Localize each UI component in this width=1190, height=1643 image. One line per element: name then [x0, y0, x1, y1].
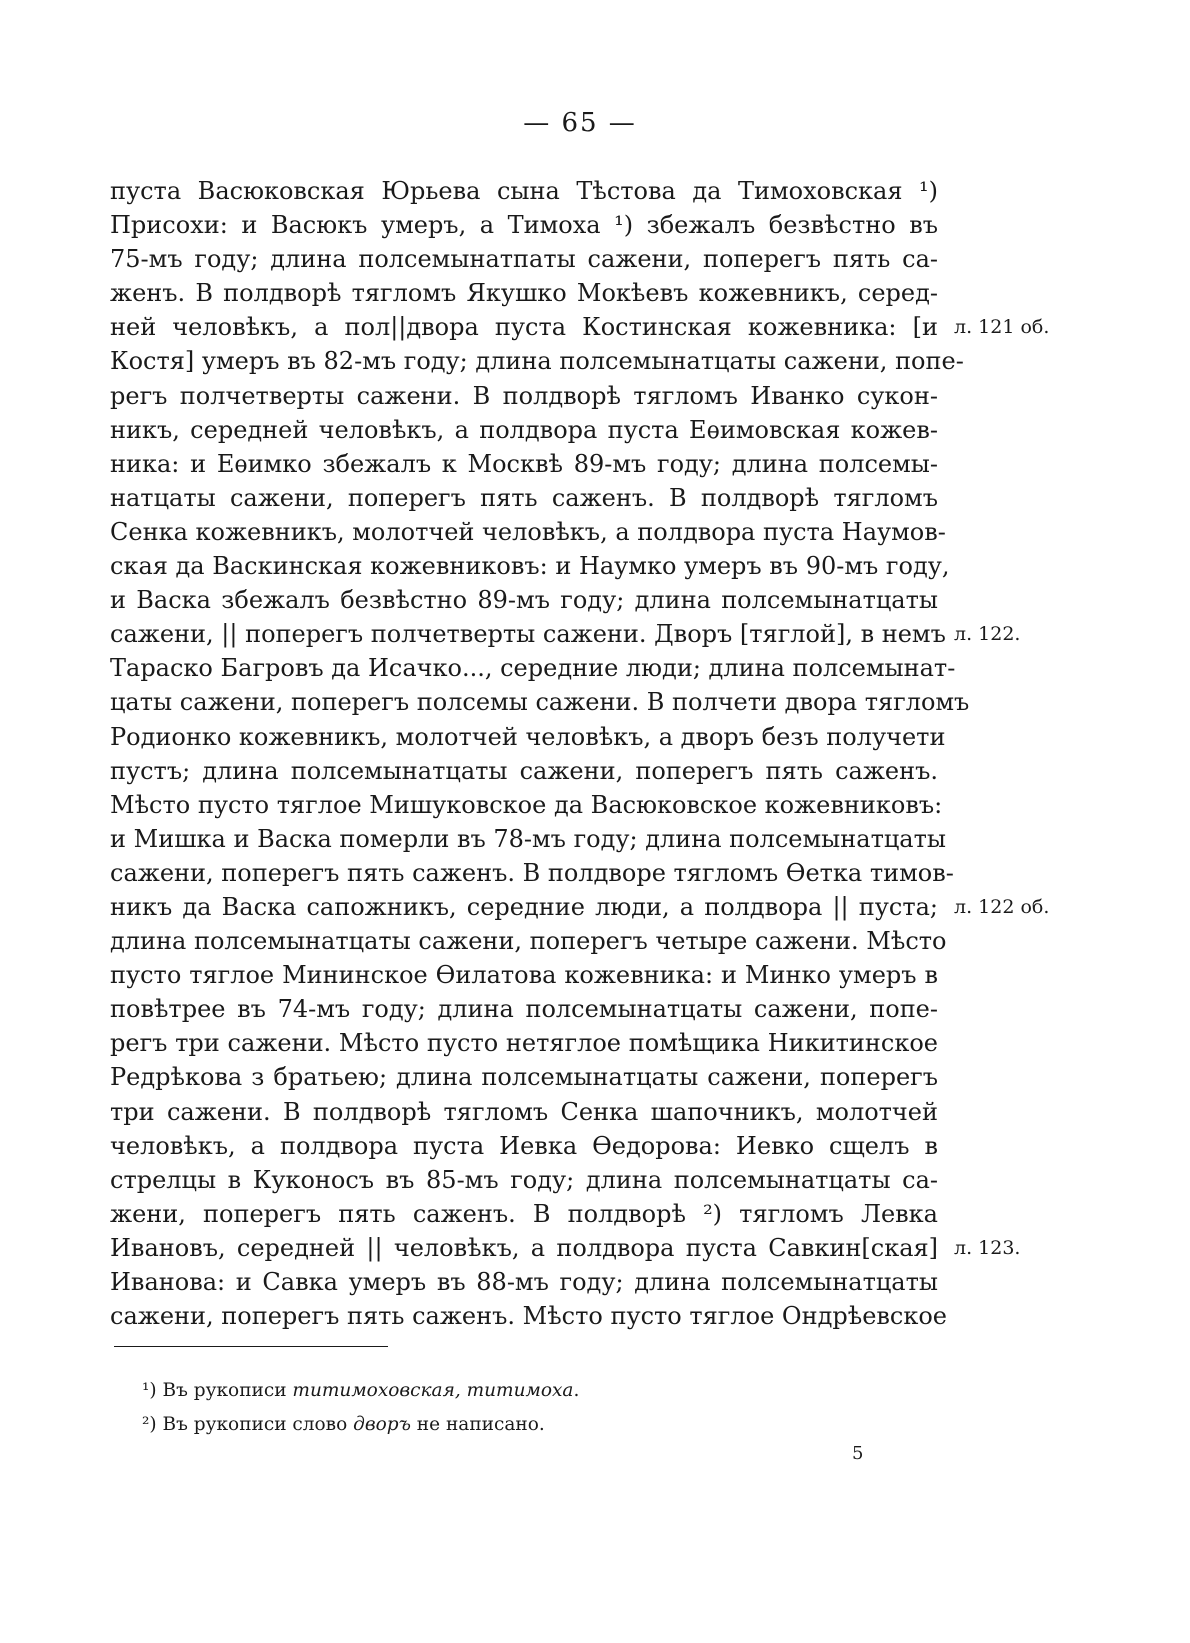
- margin-note: л. 122 об.: [954, 896, 1050, 919]
- footnote-italic: дворъ: [353, 1414, 411, 1435]
- text-line: и Васка збежалъ безвѣстно 89-мъ году; длина полсемынатцаты: [110, 586, 938, 615]
- footnote-tail: .: [573, 1380, 580, 1401]
- text-line: ника: и Еѳимко збежалъ к Москвѣ 89-мъ году; длина полсемы-: [110, 449, 938, 478]
- text-line: никъ, середней человѣкъ, а полдвора пуста Еѳимовская кожев-: [110, 415, 938, 444]
- body-text: [110, 174, 970, 1333]
- text-line: никъ да Васка сапожникъ, середние люди, а полдвора || пуста;: [110, 892, 938, 921]
- text-line: три сажени. В полдворѣ тягломъ Сенка шапочникъ, молотчей: [110, 1097, 938, 1126]
- text-line: пустъ; длина полсемынатцаты сажени, поперегъ пять саженъ.: [110, 756, 938, 785]
- footnote-lead: ¹) Въ рукописи: [142, 1380, 293, 1401]
- text-line: сажени, || поперегъ полчетверты сажени. Дворъ [тяглой], в немъ: [110, 620, 946, 649]
- margin-note: л. 121 об.: [954, 316, 1050, 339]
- text-line: регъ три сажени. Мѣсто пусто нетяглое помѣщика Никитинское: [110, 1029, 938, 1058]
- footnote: [142, 1408, 579, 1442]
- text-line: ская да Васкинская кожевниковъ: и Наумко умеръ въ 90-мъ году,: [110, 552, 950, 581]
- text-line: ней человѣкъ, а пол||двора пуста Костинская кожевника: [и: [110, 313, 938, 342]
- text-line: натцаты сажени, поперегъ пять саженъ. В полдворѣ тягломъ: [110, 483, 938, 512]
- footnote: [142, 1374, 579, 1408]
- footnotes: [142, 1374, 579, 1442]
- text-line: человѣкъ, а полдвора пуста Иевка Ѳедорова: Иевко сщелъ в: [110, 1131, 938, 1160]
- text-line: длина полсемынатцаты сажени, поперегъ четыре сажени. Мѣсто: [110, 927, 947, 956]
- text-line: Присохи: и Васюкъ умеръ, а Тимоха ¹) збежалъ безвѣстно въ: [110, 211, 938, 240]
- margin-note: л. 123.: [954, 1237, 1021, 1260]
- page-number: — 65 —: [523, 108, 637, 138]
- text-line: цаты сажени, поперегъ полсемы сажени. В полчети двора тягломъ: [110, 688, 970, 717]
- text-line: и Мишка и Васка померли въ 78-мъ году; длина полсемынатцаты: [110, 824, 946, 853]
- text-line: пусто тяглое Мининское Ѳилатова кожевника: и Минко умеръ в: [110, 961, 938, 990]
- text-line: Костя] умеръ въ 82-мъ году; длина полсемынатцаты сажени, попе-: [110, 347, 964, 376]
- text-line: Мѣсто пусто тяглое Мишуковское да Васюковское кожевниковъ:: [110, 790, 943, 819]
- text-line: Ивановъ, середней || человѣкъ, а полдвора пуста Савкин[ская]: [110, 1233, 938, 1262]
- footnote-tail: не написано.: [410, 1414, 545, 1435]
- text-line: Сенка кожевникъ, молотчей человѣкъ, а полдвора пуста Наумов-: [110, 517, 946, 546]
- footnote-italic: титимоховская, титимоха: [292, 1380, 574, 1401]
- signature-mark: 5: [852, 1443, 864, 1464]
- footnote-lead: ²) Въ рукописи слово: [142, 1414, 354, 1435]
- text-line: Тараско Багровъ да Исачко..., середние люди; длина полсемынат-: [110, 654, 956, 683]
- text-line: 75-мъ году; длина полсемынатпаты сажени, поперегъ пять са-: [110, 245, 938, 274]
- text-line: Родионко кожевникъ, молотчей человѣкъ, а дворъ безъ получети: [110, 722, 946, 751]
- margin-note: л. 122.: [954, 623, 1021, 646]
- text-line: стрелцы в Куконосъ въ 85-мъ году; длина полсемынатцаты са-: [110, 1165, 938, 1194]
- text-line: Иванова: и Савка умеръ въ 88-мъ году; длина полсемынатцаты: [110, 1268, 938, 1296]
- footnote-rule: [114, 1346, 388, 1347]
- text-line: сажени, поперегъ пять саженъ. Мѣсто пусто тяглое Ондрѣевское: [110, 1302, 947, 1331]
- text-line: повѣтрее въ 74-мъ году; длина полсемынатцаты сажени, попе-: [110, 995, 938, 1024]
- text-line: женъ. В полдворѣ тягломъ Якушко Мокѣевъ кожевникъ, серед-: [110, 279, 938, 308]
- text-line: пуста Васюковская Юрьева сына Тѣстова да Тимоховская ¹): [110, 177, 938, 205]
- text-line: регъ полчетверты сажени. В полдворѣ тягломъ Иванко сукон-: [110, 381, 938, 410]
- text-line: жени, поперегъ пять саженъ. В полдворѣ ²) тягломъ Левка: [110, 1199, 938, 1228]
- text-line: Редрѣкова з братьею; длина полсемынатцаты сажени, поперегъ: [110, 1063, 938, 1092]
- text-line: сажени, поперегъ пять саженъ. В полдворе тягломъ Ѳетка тимов-: [110, 858, 954, 887]
